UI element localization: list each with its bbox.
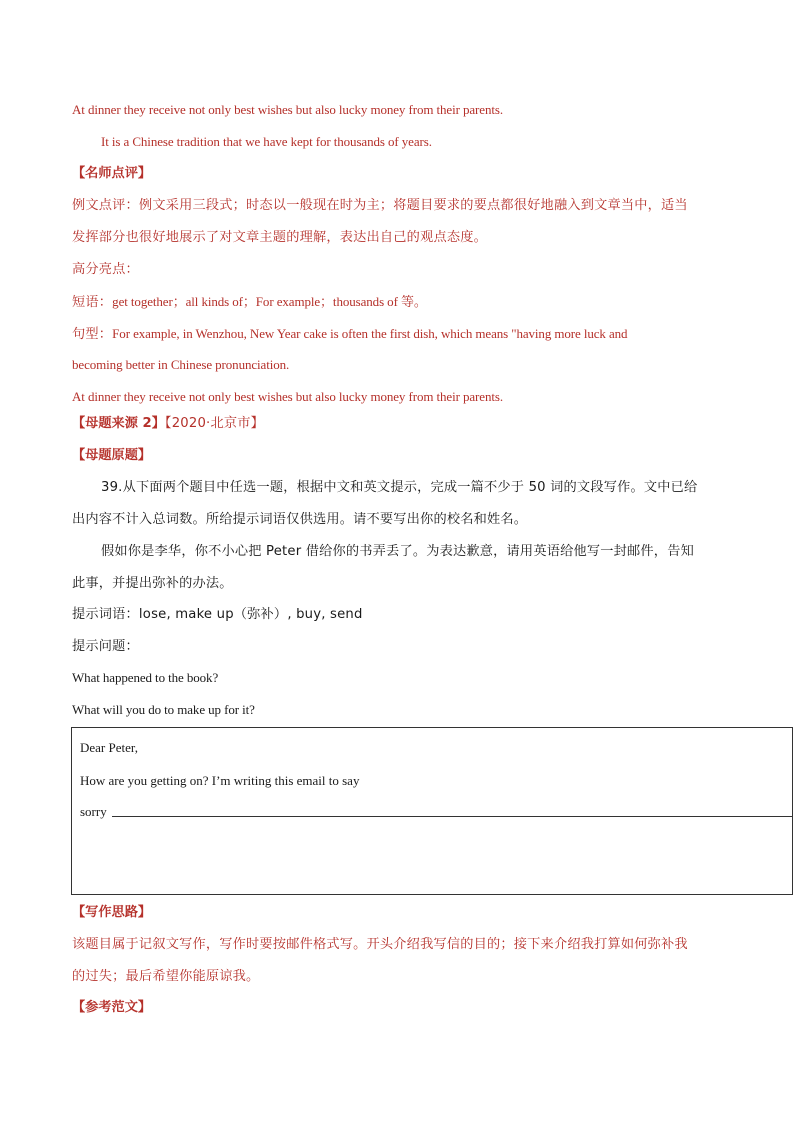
phrases-label: 短语： [72, 295, 113, 310]
paragraph-line: At dinner they receive not only best wishes but also lucky money from their parents. [72, 102, 503, 117]
hint-words: 提示词语：lose, make up（弥补）, buy, send [72, 607, 363, 622]
task-line: 假如你是李华，你不小心把 Peter 借给你的书弄丢了。为表达歉意，请用英语给他写一封邮件，告知 [101, 544, 694, 559]
section-heading-approach: 【写作思路】 [72, 905, 152, 920]
phrases-text: get together；all kinds of；For example；thousands of 等。 [112, 294, 427, 309]
approach-line: 该题目属于记叙文写作，写作时要按邮件格式写。开头介绍我写信的目的；接下来介绍我打算如何弥补我 [72, 937, 688, 952]
email-line: sorry [80, 804, 107, 819]
sentence-line: becoming better in Chinese pronunciation. [72, 357, 290, 372]
hint-questions-label: 提示问题： [72, 639, 139, 654]
email-writing-box [71, 727, 793, 895]
source-label: 【母题来源 2】 [72, 416, 165, 431]
source-line [72, 412, 264, 434]
review-comment-line: 发挥部分也很好地展示了对文章主题的理解，表达出自己的观点态度。 [72, 230, 488, 245]
hint-question: What will you do to make up for it? [72, 702, 255, 717]
email-line: How are you getting on? I’m writing this email to say [80, 773, 360, 788]
section-heading-review: 【名师点评】 [72, 166, 152, 181]
section-heading-original: 【母题原题】 [72, 448, 152, 463]
highlights-label: 高分亮点： [72, 262, 139, 277]
section-heading-sample: 【参考范文】 [72, 1000, 152, 1015]
sentence-line: At dinner they receive not only best wishes but also lucky money from their parents. [72, 389, 503, 404]
source-origin: 【2020·北京市】 [164, 416, 264, 431]
sentence-label: 句型： [72, 327, 113, 342]
review-comment-line: 例文点评：例文采用三段式；时态以一般现在时为主；将题目要求的要点都很好地融入到文章当中，适当 [72, 198, 688, 213]
paragraph-line: It is a Chinese tradition that we have kept for thousands of years. [101, 134, 432, 149]
phrases-line [72, 291, 427, 313]
approach-line: 的过失；最后希望你能原谅我。 [72, 969, 260, 984]
sentence-line [72, 323, 627, 345]
sentence-text: For example, in Wenzhou, New Year cake is often the first dish, which means "having more luck and [112, 326, 628, 341]
email-greeting: Dear Peter, [80, 740, 138, 755]
answer-underline [112, 816, 792, 817]
task-line: 此事，并提出弥补的办法。 [72, 576, 233, 591]
instruction-line: 出内容不计入总词数。所给提示词语仅供选用。请不要写出你的校名和姓名。 [72, 512, 528, 527]
instruction-line: 39.从下面两个题目中任选一题，根据中文和英文提示，完成一篇不少于 50 词的文段写作。文中已给 [101, 480, 698, 495]
hint-question: What happened to the book? [72, 670, 219, 685]
